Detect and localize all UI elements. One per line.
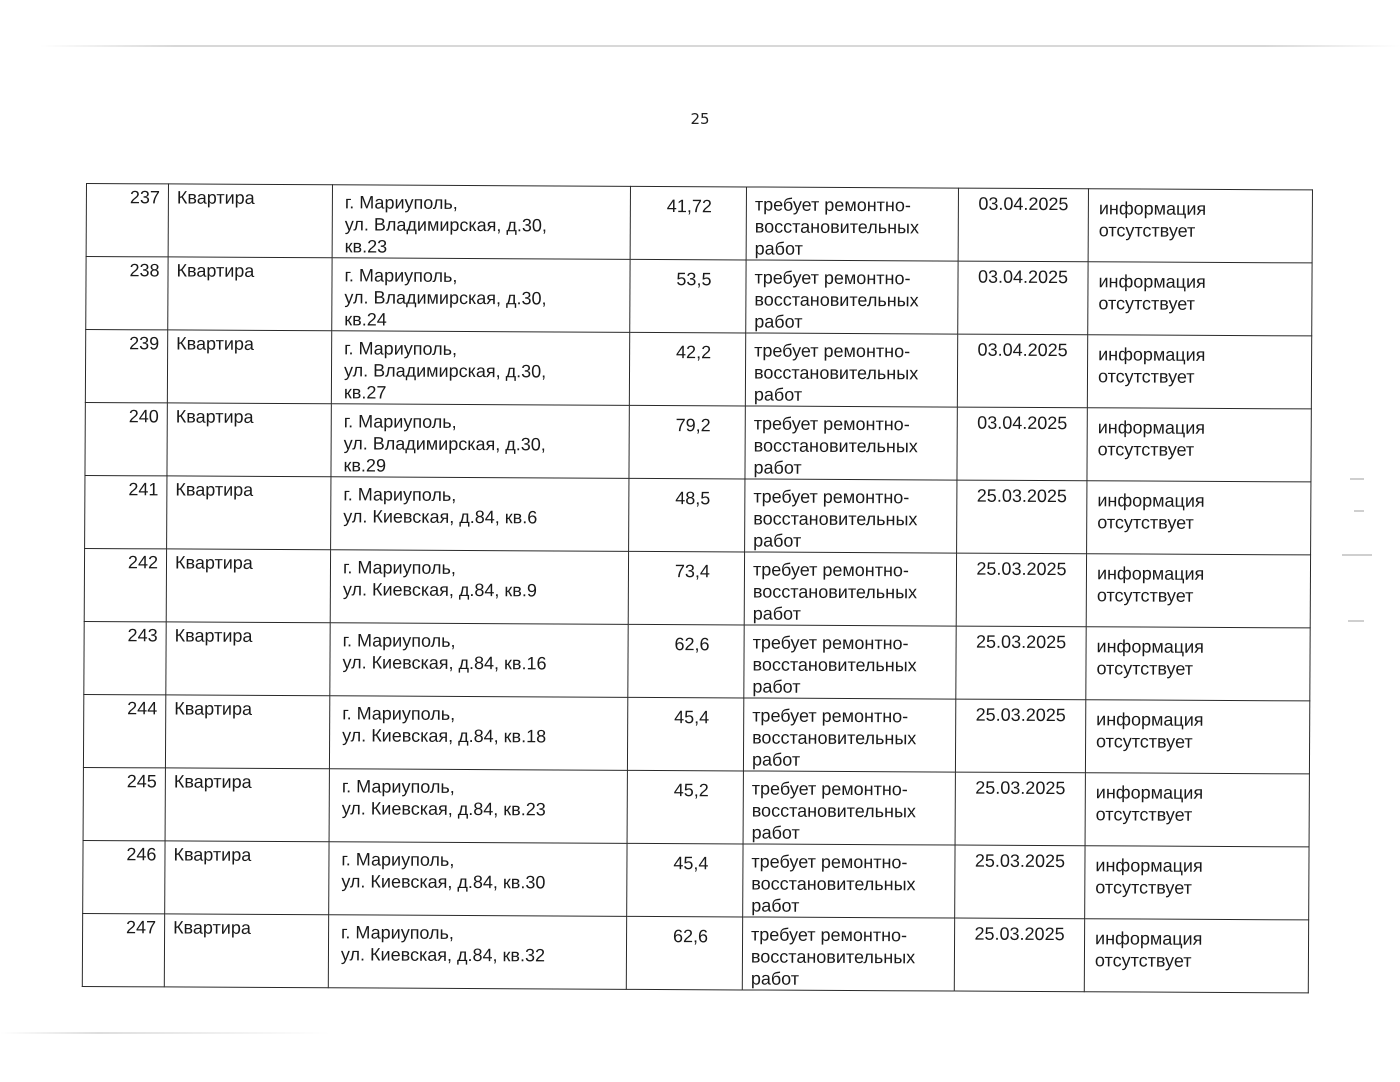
table-row xyxy=(83,694,1309,773)
area-cell xyxy=(629,332,745,406)
address-cell-text: г. Мариуполь, xyxy=(343,411,457,432)
table-body xyxy=(82,184,1312,993)
area-cell-text: 45,2 xyxy=(673,780,709,801)
area-cell xyxy=(626,916,742,990)
address-cell xyxy=(328,915,626,990)
info-cell-text: информация отсутствует xyxy=(1097,344,1206,387)
address-cell xyxy=(329,696,627,771)
table-row xyxy=(86,184,1312,263)
table-row xyxy=(85,402,1311,481)
row-number-cell xyxy=(86,257,168,330)
info-cell xyxy=(1086,627,1310,701)
area-cell xyxy=(630,186,746,260)
row-number-cell xyxy=(85,330,167,403)
info-cell-text: информация отсутствует xyxy=(1095,782,1204,825)
condition-cell xyxy=(746,260,958,334)
address-cell-text: г. Мариуполь, xyxy=(341,849,455,870)
condition-cell xyxy=(743,698,955,772)
property-type-cell-text: Квартира xyxy=(174,698,253,719)
property-type-cell-text: Квартира xyxy=(176,187,255,208)
condition-cell xyxy=(746,187,958,261)
info-cell xyxy=(1086,554,1310,628)
table-row xyxy=(86,257,1312,336)
address-cell-text: г. Мариуполь, xyxy=(342,557,456,578)
condition-cell-text: требует ремонтно-восстановительных работ xyxy=(754,267,919,332)
property-type-cell xyxy=(165,695,329,769)
address-cell xyxy=(330,623,628,698)
row-number-cell-text: 238 xyxy=(129,260,160,281)
info-cell xyxy=(1085,700,1309,774)
row-number-cell-text: 246 xyxy=(126,844,157,865)
table-row xyxy=(84,621,1310,700)
address-cell xyxy=(332,185,630,260)
row-number-cell xyxy=(83,694,165,767)
property-type-cell-text: Квартира xyxy=(173,917,251,938)
address-cell xyxy=(332,258,630,333)
row-number-cell-text: 245 xyxy=(126,771,157,792)
property-type-cell-text: Квартира xyxy=(175,406,254,427)
info-cell xyxy=(1087,408,1311,482)
table-row xyxy=(82,913,1308,992)
condition-cell-text: требует ремонтно-восстановительных работ xyxy=(751,851,916,916)
property-type-cell xyxy=(168,257,332,331)
property-type-cell xyxy=(166,549,330,623)
condition-cell xyxy=(745,479,957,553)
address-cell-text: ул. Киевская, д.84, кв.23 xyxy=(341,798,546,820)
area-cell-text: 42,2 xyxy=(676,342,712,363)
date-cell-text: 25.03.2025 xyxy=(974,923,1065,945)
condition-cell-text: требует ремонтно-восстановительных работ xyxy=(754,194,920,259)
date-cell-text: 03.04.2025 xyxy=(977,339,1068,361)
property-type-cell-text: Квартира xyxy=(176,260,255,281)
property-type-cell xyxy=(164,914,328,988)
property-type-cell xyxy=(167,403,331,477)
address-cell xyxy=(331,477,629,552)
condition-cell-text: требует ремонтно-восстановительных работ xyxy=(752,632,917,697)
date-cell-text: 25.03.2025 xyxy=(976,485,1067,507)
condition-cell-text: требует ремонтно-восстановительных работ xyxy=(751,778,916,843)
area-cell-text: 53,5 xyxy=(676,269,712,290)
date-cell-text: 25.03.2025 xyxy=(976,631,1067,653)
area-cell-text: 45,4 xyxy=(674,707,710,728)
date-cell-text: 03.04.2025 xyxy=(978,193,1069,215)
condition-cell xyxy=(743,844,955,918)
info-cell-text: информация отсутствует xyxy=(1097,490,1205,533)
table-row xyxy=(83,840,1309,919)
date-cell xyxy=(958,261,1088,335)
info-cell-text: информация отсутствует xyxy=(1096,636,1204,679)
row-number-cell-text: 247 xyxy=(126,917,157,938)
row-number-cell-text: 237 xyxy=(129,187,160,208)
address-cell-text: г. Мариуполь, xyxy=(344,192,458,213)
condition-cell-text: требует ремонтно-восстановительных работ xyxy=(751,705,917,770)
row-number-cell xyxy=(82,913,164,986)
row-number-cell-text: 242 xyxy=(127,552,159,573)
area-cell-text: 73,4 xyxy=(674,561,711,582)
address-cell-text: ул. Киевская, д.84, кв.30 xyxy=(341,871,546,893)
address-cell xyxy=(331,331,629,406)
address-cell-text: ул. Киевская, д.84, кв.9 xyxy=(342,579,537,601)
scan-marks xyxy=(1336,470,1376,650)
area-cell xyxy=(630,259,746,333)
address-cell xyxy=(329,842,627,917)
condition-cell xyxy=(744,625,956,699)
date-cell xyxy=(955,845,1085,919)
property-type-cell xyxy=(165,768,329,842)
area-cell xyxy=(629,478,745,552)
area-cell xyxy=(627,770,743,844)
row-number-cell-text: 241 xyxy=(128,479,159,500)
page-number: 25 xyxy=(690,110,710,128)
area-cell-text: 62,6 xyxy=(674,634,710,655)
address-cell xyxy=(330,550,628,625)
address-cell-text: г. Мариуполь, xyxy=(344,265,458,286)
scan-edge-top xyxy=(40,45,1400,47)
row-number-cell-text: 243 xyxy=(127,625,158,646)
info-cell-text: информация отсутствует xyxy=(1098,271,1206,314)
condition-cell xyxy=(744,552,956,626)
condition-cell xyxy=(745,406,957,480)
condition-cell xyxy=(745,333,957,407)
date-cell xyxy=(955,699,1085,773)
info-cell-text: информация отсутствует xyxy=(1095,855,1203,898)
area-cell-text: 45,4 xyxy=(673,853,709,874)
address-cell-text: ул. Киевская, д.84, кв.32 xyxy=(340,944,546,966)
row-number-cell xyxy=(86,184,168,257)
address-cell-text: г. Мариуполь, xyxy=(343,484,457,505)
property-type-cell xyxy=(168,184,332,258)
property-type-cell xyxy=(165,841,329,915)
address-cell-text: ул. Владимирская, д.30, xyxy=(343,360,547,382)
info-cell xyxy=(1087,481,1311,555)
date-cell xyxy=(954,918,1084,992)
condition-cell xyxy=(742,917,954,991)
address-cell-text: кв.27 xyxy=(343,382,387,403)
date-cell-text: 03.04.2025 xyxy=(977,412,1068,434)
property-type-cell xyxy=(166,622,330,696)
area-cell-text: 41,72 xyxy=(666,196,712,217)
address-cell-text: кв.23 xyxy=(344,236,388,257)
date-cell xyxy=(957,334,1087,408)
date-cell-text: 03.04.2025 xyxy=(977,266,1069,288)
info-cell-text: информация отсутствует xyxy=(1096,563,1205,606)
scan-edge-bottom xyxy=(0,1032,330,1034)
condition-cell xyxy=(743,771,955,845)
condition-cell-text: требует ремонтно-восстановительных работ xyxy=(752,559,918,624)
area-cell xyxy=(628,624,744,698)
address-cell-text: ул. Владимирская, д.30, xyxy=(344,287,547,309)
row-number-cell-text: 240 xyxy=(128,406,159,427)
property-type-cell-text: Квартира xyxy=(175,479,254,500)
date-cell xyxy=(957,480,1087,554)
info-cell xyxy=(1088,189,1312,263)
address-cell-text: ул. Киевская, д.84, кв.16 xyxy=(342,652,547,674)
table-row xyxy=(84,548,1310,627)
date-cell xyxy=(958,188,1088,262)
info-cell-text: информация отсутствует xyxy=(1098,198,1207,241)
date-cell-text: 25.03.2025 xyxy=(975,704,1066,726)
address-cell-text: ул. Киевская, д.84, кв.6 xyxy=(343,506,538,528)
property-type-cell xyxy=(167,330,331,404)
condition-cell-text: требует ремонтно-восстановительных работ xyxy=(750,924,916,989)
address-cell-text: г. Мариуполь, xyxy=(342,703,456,724)
property-type-cell-text: Квартира xyxy=(173,771,252,792)
date-cell xyxy=(955,772,1085,846)
info-cell-text: информация отсутствует xyxy=(1096,709,1204,752)
row-number-cell-text: 239 xyxy=(129,333,160,354)
row-number-cell xyxy=(85,402,167,475)
table-row xyxy=(83,767,1309,846)
info-cell xyxy=(1085,773,1309,847)
info-cell xyxy=(1084,919,1308,993)
date-cell xyxy=(957,407,1087,481)
address-cell-text: кв.24 xyxy=(344,309,387,330)
info-cell xyxy=(1087,335,1311,409)
area-cell xyxy=(628,551,744,625)
date-cell xyxy=(956,553,1086,627)
area-cell-text: 79,2 xyxy=(675,415,711,436)
property-table xyxy=(82,183,1313,993)
address-cell-text: г. Мариуполь, xyxy=(342,630,456,651)
property-type-cell xyxy=(167,476,331,550)
row-number-cell xyxy=(83,767,165,840)
condition-cell-text: требует ремонтно-восстановительных работ xyxy=(753,340,919,405)
address-cell-text: кв.29 xyxy=(343,455,387,476)
row-number-cell xyxy=(83,840,165,913)
property-table-wrapper xyxy=(82,183,1313,993)
address-cell-text: г. Мариуполь, xyxy=(344,338,458,359)
area-cell-text: 62,6 xyxy=(672,926,709,947)
property-type-cell-text: Квартира xyxy=(174,552,253,573)
address-cell xyxy=(329,769,627,844)
row-number-cell-text: 244 xyxy=(127,698,158,719)
info-cell xyxy=(1085,846,1309,920)
area-cell xyxy=(629,405,745,479)
date-cell xyxy=(956,626,1086,700)
area-cell-text: 48,5 xyxy=(675,488,711,509)
area-cell xyxy=(627,843,743,917)
info-cell-text: информация отсутствует xyxy=(1094,928,1203,971)
address-cell-text: г. Мариуполь, xyxy=(341,922,455,943)
table-row xyxy=(85,475,1311,554)
table-row xyxy=(85,330,1311,409)
property-type-cell-text: Квартира xyxy=(173,844,252,865)
address-cell-text: г. Мариуполь, xyxy=(341,776,455,797)
condition-cell-text: требует ремонтно-восстановительных работ xyxy=(753,486,918,551)
date-cell-text: 25.03.2025 xyxy=(976,558,1067,580)
address-cell-text: ул. Киевская, д.84, кв.18 xyxy=(342,725,547,747)
info-cell xyxy=(1088,262,1312,336)
row-number-cell xyxy=(85,475,167,548)
date-cell-text: 25.03.2025 xyxy=(974,850,1066,872)
area-cell xyxy=(627,697,743,771)
address-cell-text: ул. Владимирская, д.30, xyxy=(344,214,548,236)
row-number-cell xyxy=(84,621,166,694)
condition-cell-text: требует ремонтно-восстановительных работ xyxy=(753,413,918,478)
date-cell-text: 25.03.2025 xyxy=(975,777,1066,799)
address-cell-text: ул. Владимирская, д.30, xyxy=(343,433,546,455)
row-number-cell xyxy=(84,548,166,621)
info-cell-text: информация отсутствует xyxy=(1097,417,1206,460)
property-type-cell-text: Квартира xyxy=(176,333,255,354)
property-type-cell-text: Квартира xyxy=(174,625,253,646)
address-cell xyxy=(331,404,629,479)
